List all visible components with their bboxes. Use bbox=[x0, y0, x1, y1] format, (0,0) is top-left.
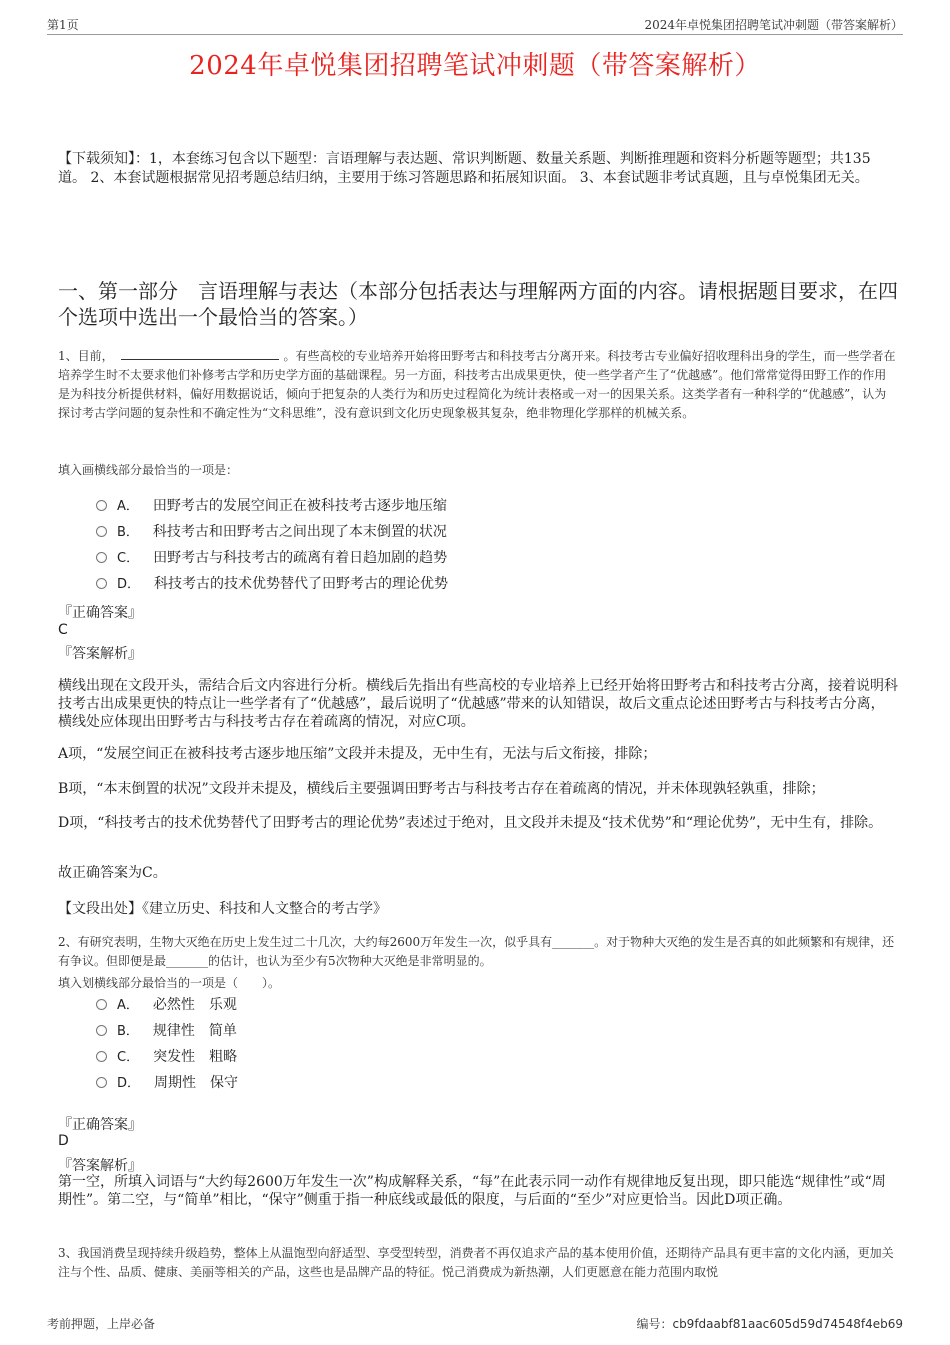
analysis-paragraph: B项，“本末倒置的状况”文段并未提及，横线后主要强调田野考古与科技考古存在着疏离的情况，并未体现孰轻孰重，排除； bbox=[58, 781, 825, 797]
question-2-stem: 2、有研究表明，生物大灭绝在历史上发生过二十几次，大约每2600万年发生一次，似乎具有_______。对于物种大灭绝的发生是否真的如此频繁和有规律，还有争议。但即便是最_______的估计，也认为至少有5次物种大灭绝是非常明显的。 bbox=[58, 935, 895, 968]
footer-slogan: 考前押题，上岸必备 bbox=[47, 1317, 156, 1331]
question-1-text: 。有些高校的专业培养开始将田野考古和科技考古分离开来。科技考古专业偏好招收理科出身的学生，而一些学者在培养学生时不太要求他们补修考古学和历史学方面的基础课程。另一方面，科技考古出成果更快，使一些学者产生了“优越感”。他们常常觉得田野工作的作用是为科技分析提供材料，偏好用数据说话，倾向于把复杂的人类行为和历史过程简化为统计表格或一对一的因果关系。这类学者有一种科学的“优越感”，认为探讨考古学问题的复杂性和不确定性为“文科思维”，没有意识到文化历史现象极其复杂，绝非物理化学那样的机械关系。 bbox=[58, 349, 896, 420]
answer-value: C bbox=[58, 622, 68, 638]
radio-icon[interactable] bbox=[96, 1025, 107, 1036]
download-notice: 【下载须知】：1，本套练习包含以下题型：言语理解与表达题、常识判断题、数量关系题、判断推理题和资料分析题等题型；共135道。 2、本套试题根据常见招考题总结归纳，主要用于练习答题思路和拓展知识面。 3、本套试题非考试真题，且与卓悦集团无关。 bbox=[58, 151, 871, 186]
question-1-lead: 1、目前， bbox=[58, 349, 114, 363]
option-b[interactable]: B． 科技考古和田野考古之间出现了本末倒置的状况 bbox=[96, 519, 448, 545]
question-1-blank bbox=[121, 359, 279, 360]
question-2-options bbox=[96, 992, 238, 1096]
analysis-conclusion: 故正确答案为C。 bbox=[58, 865, 167, 881]
option-a[interactable]: A． 田野考古的发展空间正在被科技考古逐步地压缩 bbox=[96, 493, 448, 519]
radio-icon[interactable] bbox=[96, 526, 107, 537]
question-1-stem bbox=[58, 347, 898, 423]
analysis-label: 『答案解析』 bbox=[58, 646, 142, 662]
answer-label: 『正确答案』 bbox=[58, 1117, 142, 1133]
radio-icon[interactable] bbox=[96, 552, 107, 563]
header-doc-title: 2024年卓悦集团招聘笔试冲刺题（带答案解析） bbox=[644, 18, 903, 32]
question-2-hint: 填入划横线部分最恰当的一项是（ ）。 bbox=[58, 976, 281, 990]
analysis-paragraph: 第一空，所填入词语与“大约每2600万年发生一次”构成解释关系，“每”在此表示同一动作有规律地反复出现，即只能选“规律性”或“周期性”。第二空，与“简单”相比，“保守”侧重于指一种底线或最低的限度，与后面的“至少”对应更恰当。因此D项正确。 bbox=[58, 1174, 886, 1208]
analysis-paragraph: D项，“科技考古的技术优势替代了田野考古的理论优势”表述过于绝对，且文段并未提及“技术优势”和“理论优势”，无中生有，排除。 bbox=[58, 815, 883, 831]
footer-code: 编号：cb9fdaabf81aac605d59d74548f4eb69 bbox=[636, 1317, 903, 1331]
radio-icon[interactable] bbox=[96, 578, 107, 589]
option-b[interactable]: B． 规律性 简单 bbox=[96, 1018, 238, 1044]
option-c[interactable]: C． 突发性 粗略 bbox=[96, 1044, 238, 1070]
page-header bbox=[47, 14, 903, 35]
answer-label: 『正确答案』 bbox=[58, 605, 142, 621]
radio-icon[interactable] bbox=[96, 1051, 107, 1062]
analysis-paragraph: A项，“发展空间正在被科技考古逐步地压缩”文段并未提及，无中生有，无法与后文衔接，排除； bbox=[58, 746, 657, 762]
analysis-paragraph: 横线出现在文段开头，需结合后文内容进行分析。横线后先指出有些高校的专业培养上已经开始将田野考古和科技考古分离，接着说明科技考古出成果更快的特点让一些学者有了“优越感”，最后说明了“优越感”带来的认知错误，故后文重点论述田野考古与科技考古分离，横线处应体现出田野考古与科技考古存在着疏离的情况，对应C项。 bbox=[58, 678, 898, 730]
section-heading: 一、第一部分 言语理解与表达（本部分包括表达与理解两方面的内容。请根据题目要求，在四个选项中选出一个最恰当的答案。） bbox=[58, 279, 898, 329]
option-a[interactable]: A． 必然性 乐观 bbox=[96, 992, 238, 1018]
radio-icon[interactable] bbox=[96, 1077, 107, 1088]
source-citation: 【文段出处】《建立历史、科技和人文整合的考古学》 bbox=[58, 901, 387, 917]
document-title: 2024年卓悦集团招聘笔试冲刺题（带答案解析） bbox=[189, 51, 761, 81]
option-c[interactable]: C． 田野考古与科技考古的疏离有着日趋加剧的趋势 bbox=[96, 545, 448, 571]
page-number: 第1页 bbox=[47, 18, 79, 32]
radio-icon[interactable] bbox=[96, 999, 107, 1010]
analysis-label: 『答案解析』 bbox=[58, 1158, 142, 1174]
answer-value: D bbox=[58, 1133, 69, 1149]
question-3-stem: 3、我国消费呈现持续升级趋势，整体上从温饱型向舒适型、享受型转型，消费者不再仅追求产品的基本使用价值，还期待产品具有更丰富的文化内涵，更加关注与个性、品质、健康、美丽等相关的产品，这些也是品牌产品的特征。悦己消费成为新热潮，人们更愿意在能力范围内取悦 bbox=[58, 1246, 894, 1279]
option-d[interactable]: D． 科技考古的技术优势替代了田野考古的理论优势 bbox=[96, 571, 448, 597]
radio-icon[interactable] bbox=[96, 500, 107, 511]
question-1-options bbox=[96, 493, 448, 597]
question-1-hint: 填入画横线部分最恰当的一项是： bbox=[58, 463, 239, 477]
option-d[interactable]: D． 周期性 保守 bbox=[96, 1070, 238, 1096]
